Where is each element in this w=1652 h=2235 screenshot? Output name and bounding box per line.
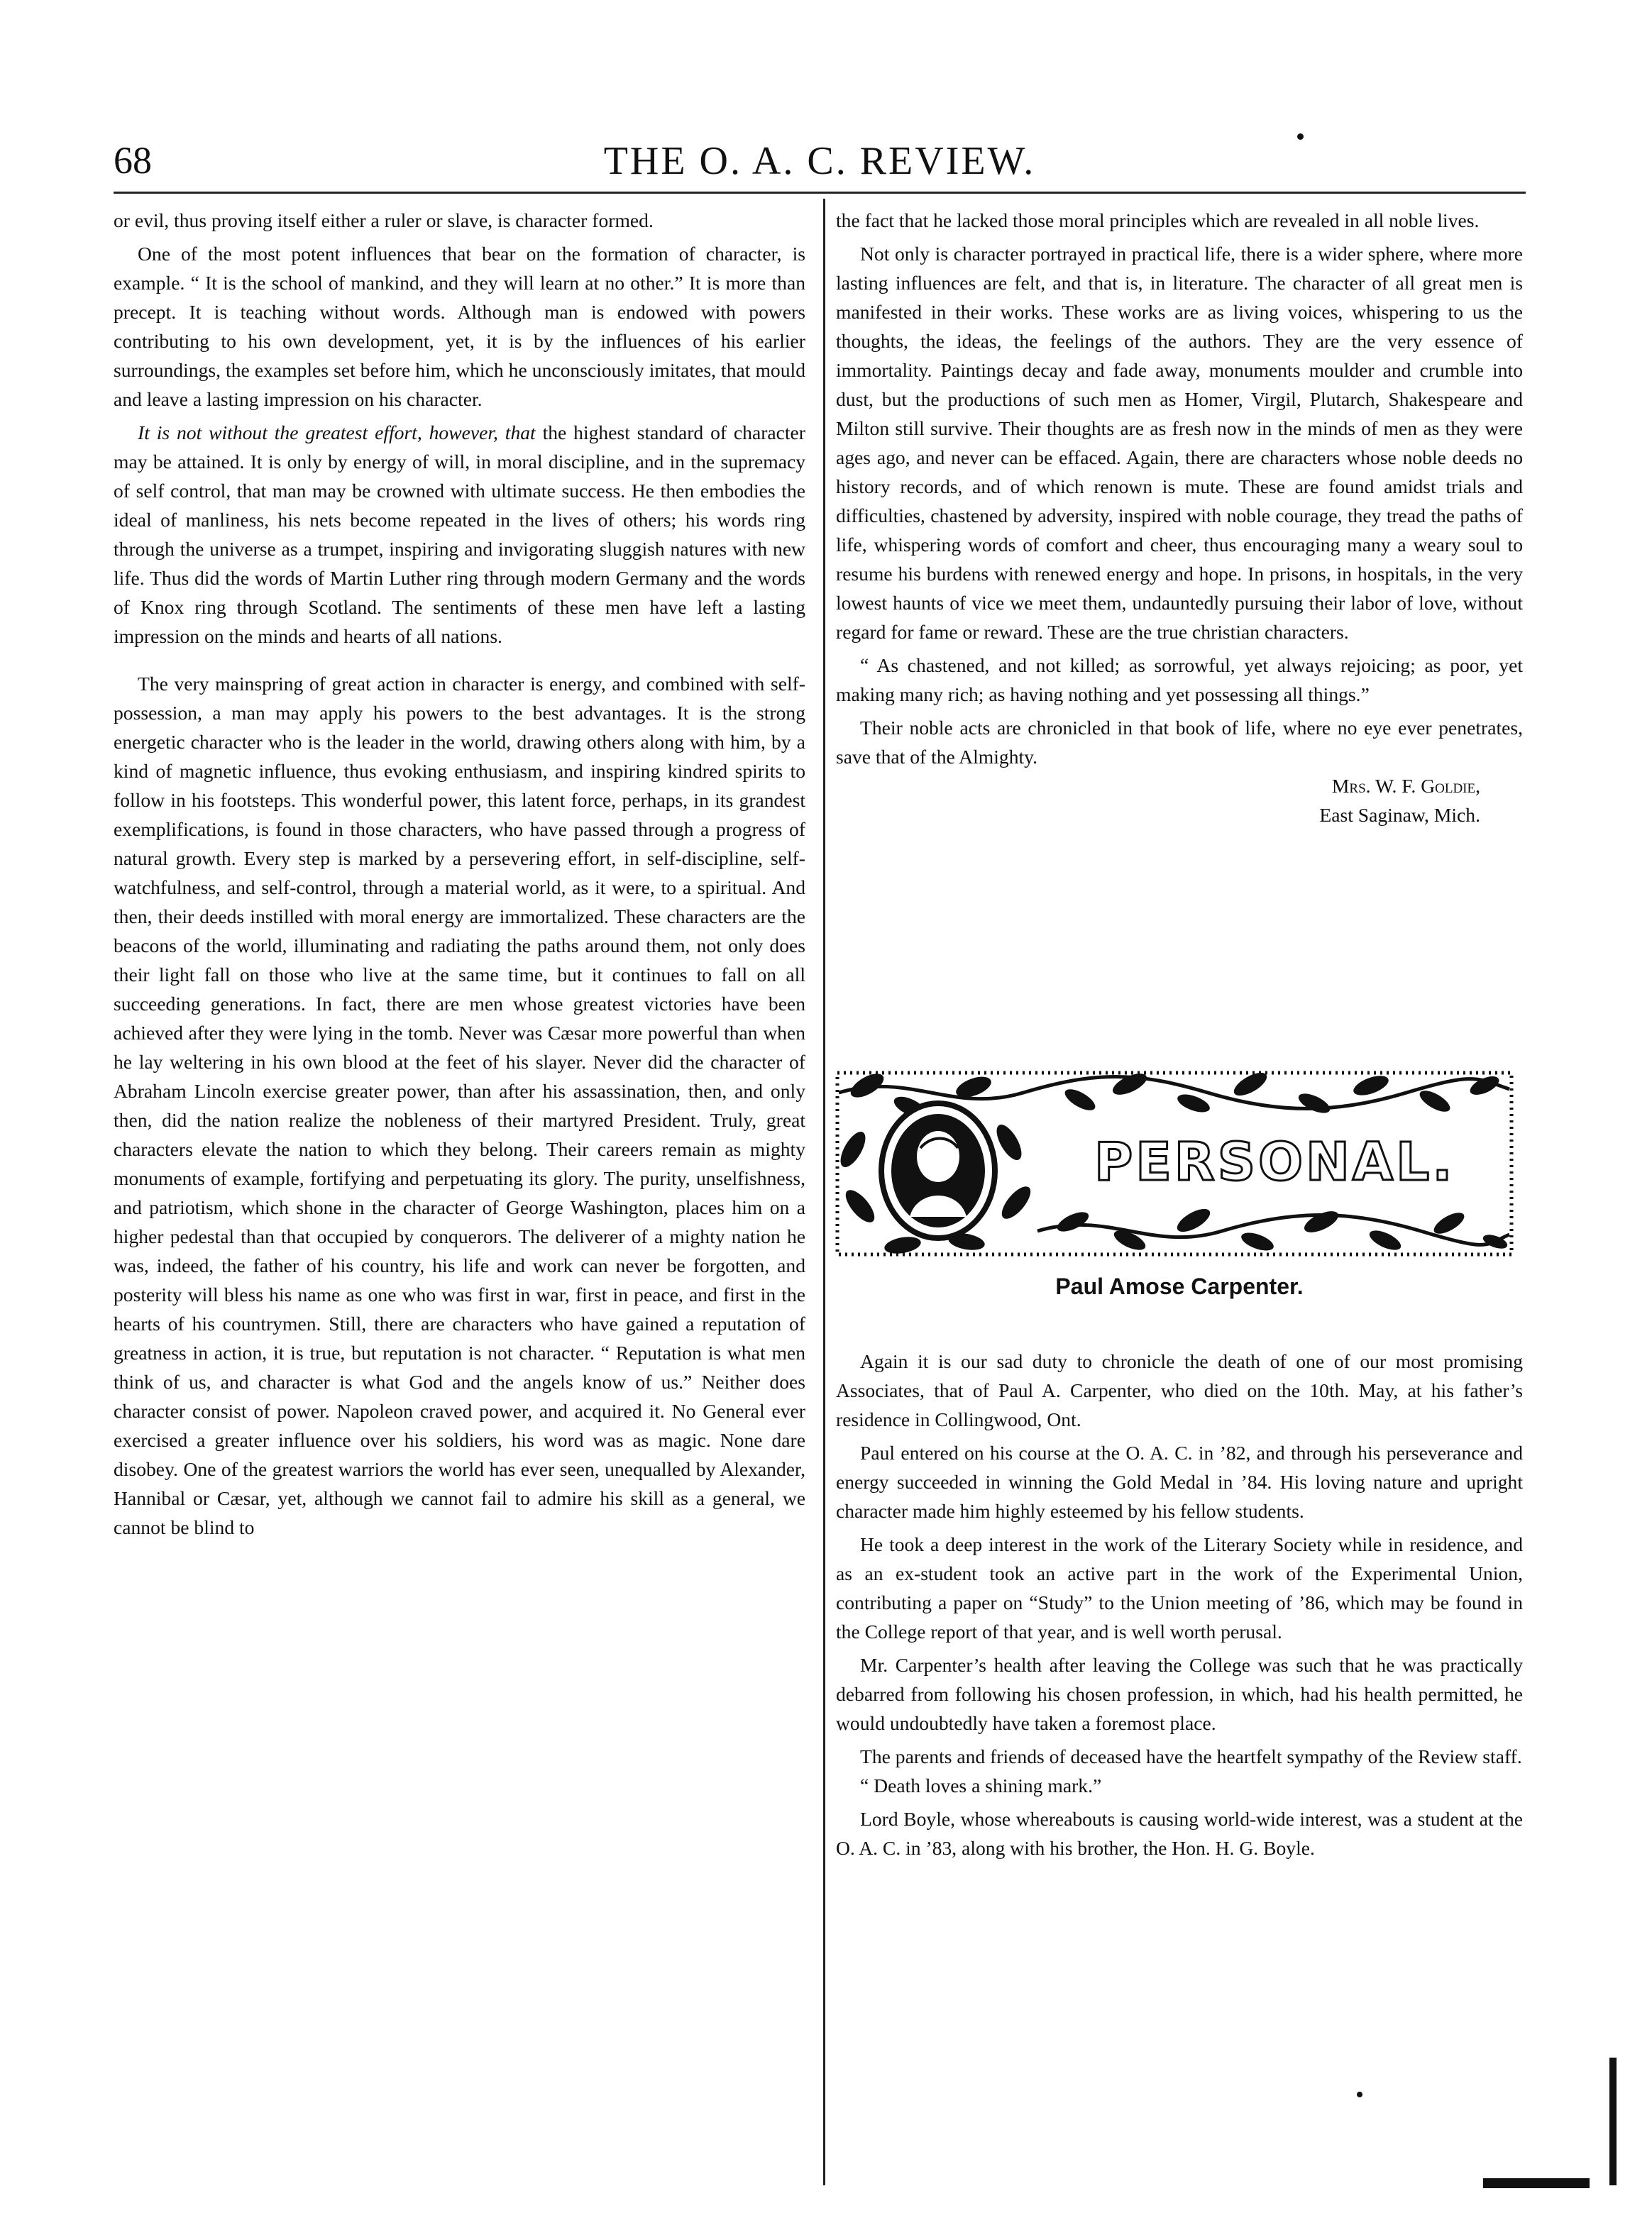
header-rule bbox=[114, 192, 1526, 194]
page-number: 68 bbox=[114, 139, 152, 182]
paragraph: Paul entered on his course at the O. A. C. in ’82, and through his perseverance and energy succeeded in winning the Gold Medal in ’84. His loving nature and upright character made him highly esteemed by his fellow students. bbox=[836, 1442, 1523, 1522]
paragraph: Not only is character portrayed in practical life, there is a wider sphere, where more lasting influences are felt, and that is, in literature. The character of all great men is manifested in their works. These works are as living voices, whispering to us the thoughts, the ideas, the feelings of the authors. They are the very essence of immortality. Paintings decay and fade away, monuments moulder and crumble into dust, but the productions of such men as Homer, Virgil, Plutarch, Shakespeare and Milton still survive. Their thoughts are as fresh now in the minds of men as they were ages ago, and never can be effaced. Again, there are characters whose noble deeds no history records, and of which renown is mute. These are found amidst trials and difficulties, chastened by adversity, inspired with noble courage, they tread the paths of life, whispering words of comfort and cheer, thus encouraging many a weary soul to resume his burdens with renewed energy and hope. In prisons, in hospitals, in the very lowest haunts of vice we meet them, undauntedly pursuing their labor of love, without regard for fame or reward. These are the true christian characters. bbox=[836, 243, 1523, 643]
print-mark bbox=[1609, 2058, 1617, 2185]
paragraph: The very mainspring of great action in character is energy, and combined with self-possession, a man may apply his powers to the best advantages. It is the strong energetic character who is the leader in the world, drawing others along with him, by a kind of magnetic influence, thus evoking enthusiasm, and inspiring kindred spirits to follow in his footsteps. This wonderful power, this latent force, perhaps, in its grandest exemplifications, is found in those characters, who have passed through a progress of natural growth. Every step is marked by a persevering effort, in self-discipline, self-watchfulness, and self-control, through a material world, as it were, to a spiritual. And then, their deeds instilled with moral energy are immortalized. These characters are the beacons of the world, illuminating and radiating the paths around them, not only does their light fall on those who live at the same time, but it continues to fall on all succeeding generations. In fact, there are men whose greatest victories have been achieved after they were lying in the tomb. Never was Cæsar more powerful than when he lay weltering in his own blood at the feet of his slayer. Never did the character of Abraham Lincoln exercise greater power, than after his assassination, then, and only then, did the nation realize the nobleness of their martyred President. Truly, great characters elevate the nation to which they belong. Their careers remain as mighty monuments of example, fortifying and perpetuating its glory. The purity, unselfishness, and patriotism, which shone in the character of George Washington, places him on a higher pedestal than that occupied by conquerors. The deliverer of a mighty nation he was, indeed, the father of his country, his life and work can never be forgotten, and posterity will bless his name as one who was first in war, first in peace, and first in the hearts of his countrymen. Still, there are characters who have gained a reputation of greatness in action, it is true, but reputation is not character. “ Reputation is what men think of us, and character is what God and the angels know of us.” Neither does character consist of power. Napoleon craved power, and acquired it. No General ever exercised a greater influence over his soldiers, his word was as magic. None dare disobey. One of the greatest warriors the world has ever seen, unequalled by Alexander, Hannibal or Cæsar, yet, although we cannot fail to admire his skill as a general, we cannot be blind to bbox=[114, 673, 805, 1538]
paragraph bbox=[114, 418, 805, 651]
author-signature: Mrs. W. F. Goldie, bbox=[1331, 775, 1480, 797]
right-column bbox=[836, 206, 1523, 829]
print-mark bbox=[1483, 2178, 1590, 2188]
journal-title: THE O. A. C. REVIEW. bbox=[603, 139, 1036, 183]
author-location: East Saginaw, Mich. bbox=[1319, 804, 1480, 826]
print-speck bbox=[1357, 2092, 1362, 2097]
paragraph: Mr. Carpenter’s health after leaving the College was such that he was practically debarred from following his chosen profession, in which, had his health permitted, he would undoubtedly have taken a foremost place. bbox=[836, 1654, 1523, 1734]
paragraph: The parents and friends of deceased have the heartfelt sympathy of the Review staff. bbox=[860, 1745, 1522, 1767]
obituary-heading: Paul Amose Carpenter. bbox=[1055, 1274, 1304, 1299]
personal-section-body bbox=[836, 1328, 1523, 1862]
quotation: “ As chastened, and not killed; as sorrowful, yet always rejoicing; as poor, yet making many rich; as having nothing and yet possessing all things.” bbox=[836, 654, 1523, 705]
personal-banner bbox=[825, 1064, 1524, 1263]
quotation: “ Death loves a shining mark.” bbox=[860, 1775, 1102, 1797]
print-speck bbox=[1297, 133, 1304, 140]
paragraph: Lord Boyle, whose whereabouts is causing world-wide interest, was a student at the O. A. C. in ’83, along with his brother, the Hon. H. G. Boyle. bbox=[836, 1808, 1523, 1859]
left-column bbox=[114, 206, 805, 1542]
page-header bbox=[114, 138, 1526, 188]
italic-lead: It is not without the greatest effort, however, that bbox=[138, 421, 536, 443]
paragraph-rest: the highest standard of character may be attained. It is only by energy of will, in moral discipline, and in the supremacy of self control, that man may be crowned with ultimate success. He then embodies the ideal of manliness, his nets become repeated in the lives of others; his words ring through the universe as a trumpet, inspiring and invigorating sluggish natures with new life. Thus did the words of Martin Luther ring through modern Germany and the words of Knox ring through Scotland. The sentiments of these men have left a lasting impression on the minds and hearts of all nations. bbox=[114, 421, 805, 647]
paragraph: He took a deep interest in the work of the Literary Society while in residence, and as an ex-student took an active part in the work of the Experimental Union, contributing a paper on “Study” to the Union meeting of ’86, which may be found in the College report of that year, and is well worth perusal. bbox=[836, 1533, 1523, 1643]
paragraph: the fact that he lacked those moral principles which are revealed in all noble lives. bbox=[836, 209, 1480, 231]
paragraph: Again it is our sad duty to chronicle the death of one of our most promising Associates, that of Paul A. Carpenter, who died on the 10th. May, at his father’s residence in Collingwood, Ont. bbox=[836, 1350, 1523, 1430]
banner-title: PERSONAL. bbox=[1094, 1132, 1455, 1193]
paragraph: Their noble acts are chronicled in that book of life, where no eye ever penetrates, save that of the Almighty. bbox=[836, 717, 1523, 768]
paragraph: or evil, thus proving itself either a ruler or slave, is character formed. bbox=[114, 209, 654, 231]
paragraph: One of the most potent influences that bear on the formation of character, is example. “ It is the school of mankind, and they will learn at no other.” It is more than precept. It is teaching without words. Although man is endowed with powers contributing to his own development, yet, it is by the influences of his earlier surroundings, the examples set before him, which he unconsciously imitates, that mould and leave a lasting impression on his character. bbox=[114, 243, 805, 410]
